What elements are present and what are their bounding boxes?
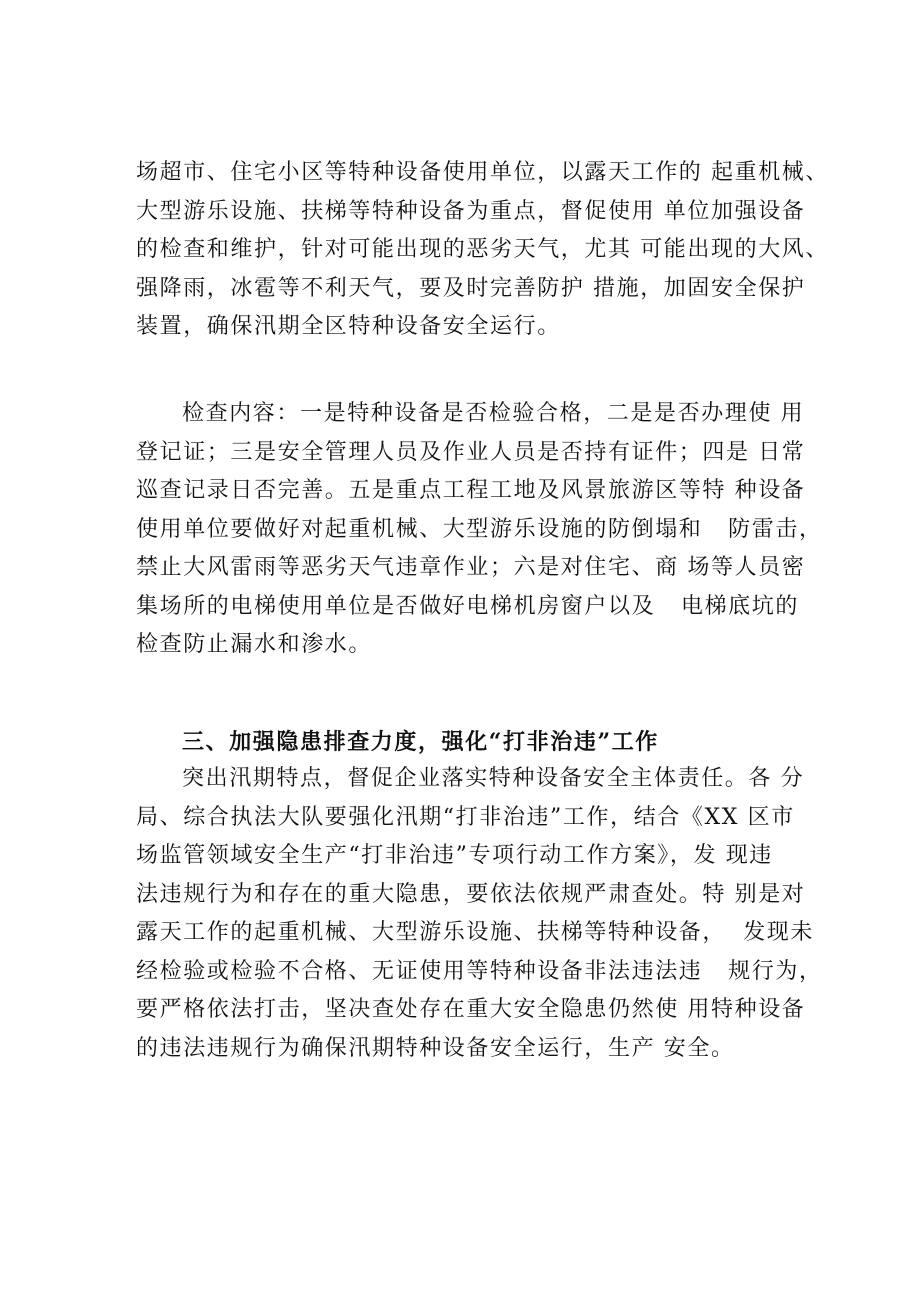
- text-line: 检查防止漏水和渗水。: [136, 632, 373, 657]
- text-line: 使用单位要做好对起重机械、大型游乐设施的防倒塌和 防雷击，: [136, 516, 823, 542]
- paragraph-inspection-content: [136, 395, 823, 665]
- paragraph-enforcement: [136, 760, 823, 1068]
- text-line: 大型游乐设施、扶梯等特种设备为重点，督促使用 单位加强设备: [136, 198, 806, 224]
- text-line: 要严格依法打击，坚决查处存在重大安全隐患仍然使 用特种设备: [136, 997, 806, 1022]
- section-heading: [136, 723, 791, 762]
- text-line: 巡查记录日否完善。五是重点工程工地及风景旅游区等特 种设备: [136, 478, 806, 503]
- text-line: 局、综合执法大队要强化汛期“打非治违”工作，结合《XX 区市: [136, 804, 795, 830]
- text-line: 的违法违规行为确保汛期特种设备安全运行，生产 安全。: [136, 1035, 735, 1061]
- text-line: 的检查和维护，针对可能出现的恶劣天气，尤其 可能出现的大风、: [136, 237, 829, 262]
- text-line: 突出汛期特点，督促企业落实特种设备安全主体责任。各 分: [182, 766, 805, 791]
- text-line: 场监管领域安全生产“打非治违”专项行动工作方案》，发 现违: [136, 843, 773, 868]
- text-line: 场超市、住宅小区等特种设备使用单位，以露天工作的 起重机械、: [136, 160, 829, 185]
- text-line: 露天工作的起重机械、大型游乐设施、扶梯等特种设备， 发现未: [136, 920, 814, 945]
- text-line: 检查内容：一是特种设备是否检验合格，二是是否办理使 用: [182, 401, 805, 426]
- text-line: 登记证；三是安全管理人员及作业人员是否持有证件；四是 日常: [136, 439, 806, 465]
- section-heading-text: 三、加强隐患排查力度，强化“打非治违”工作: [182, 729, 659, 755]
- text-line: 法违规行为和存在的重大隐患，要依法依规严肃查处。特 别是对: [136, 881, 806, 907]
- text-line: 强降雨，冰雹等不利天气，要及时完善防护 措施，加固安全保护: [136, 275, 806, 301]
- text-line: 禁止大风雷雨等恶劣天气违章作业；六是对住宅、商 场等人员密: [136, 555, 806, 580]
- paragraph-equipment-inspection: [136, 154, 829, 347]
- text-line: 装置，确保汛期全区特种设备安全运行。: [136, 314, 561, 339]
- text-line: 集场所的电梯使用单位是否做好电梯机房窗户以及 电梯底坑的: [136, 593, 799, 619]
- text-line: 经检验或检验不合格、无证使用等特种设备非法违法违 规行为，: [136, 958, 823, 984]
